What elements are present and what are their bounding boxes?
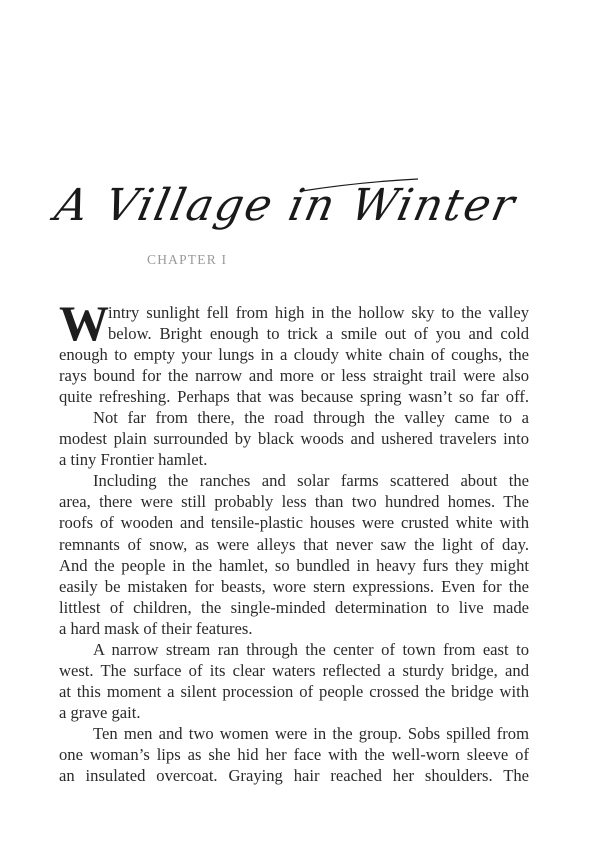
drop-cap: W: [59, 295, 109, 351]
text-line: an insulated overcoat. Graying hair reached her shoulders. The: [59, 766, 529, 786]
text-line: a hard mask of their features.: [59, 618, 253, 638]
text-line: Including the ranches and solar farms scattered about the: [93, 471, 529, 491]
text-line: a tiny Frontier hamlet.: [59, 450, 208, 470]
body-text: [59, 295, 529, 786]
text-line: intry sunlight fell from high in the hollow sky to the valley: [108, 303, 529, 322]
text-line: at this moment a silent procession of people crossed the bridge with: [59, 681, 529, 701]
text-line: roofs of wooden and tensile-plastic houses were crusted white with: [59, 513, 529, 533]
text-line: littlest of children, the single-minded determination to live made: [59, 597, 529, 617]
chapter-title: A Village in Winter: [50, 180, 521, 231]
text-line: rays bound for the narrow and more or less straight trail were also: [59, 366, 529, 386]
text-line: easily be mistaken for beasts, wore stern expressions. Even for the: [59, 576, 529, 596]
text-lines: [59, 295, 529, 786]
text-line: below. Bright enough to trick a smile out of you and cold: [108, 324, 529, 344]
text-line: And the people in the hamlet, so bundled in heavy furs they might: [59, 555, 529, 575]
title-flourish: [300, 175, 420, 195]
text-line: modest plain surrounded by black woods and ushered travelers into: [59, 429, 529, 449]
text-line: one woman’s lips as she hid her face with the well-worn sleeve of: [59, 744, 529, 764]
text-line: a grave gait.: [59, 702, 141, 722]
text-line: area, there were still probably less than two hundred homes. The: [59, 492, 529, 512]
text-line: west. The surface of its clear waters reflected a sturdy bridge, and: [59, 660, 529, 680]
text-line: A narrow stream ran through the center of town from east to: [93, 639, 529, 659]
text-line: Ten men and two women were in the group. Sobs spilled from: [93, 723, 529, 743]
text-line: remnants of snow, as were alleys that never saw the light of day.: [59, 534, 529, 554]
chapter-label: CHAPTER I: [147, 252, 228, 267]
text-line: Not far from there, the road through the valley came to a: [93, 408, 529, 428]
text-line: quite refreshing. Perhaps that was because spring wasn’t so far off.: [59, 387, 529, 407]
text-line: enough to empty your lungs in a cloudy white chain of coughs, the: [59, 345, 529, 365]
